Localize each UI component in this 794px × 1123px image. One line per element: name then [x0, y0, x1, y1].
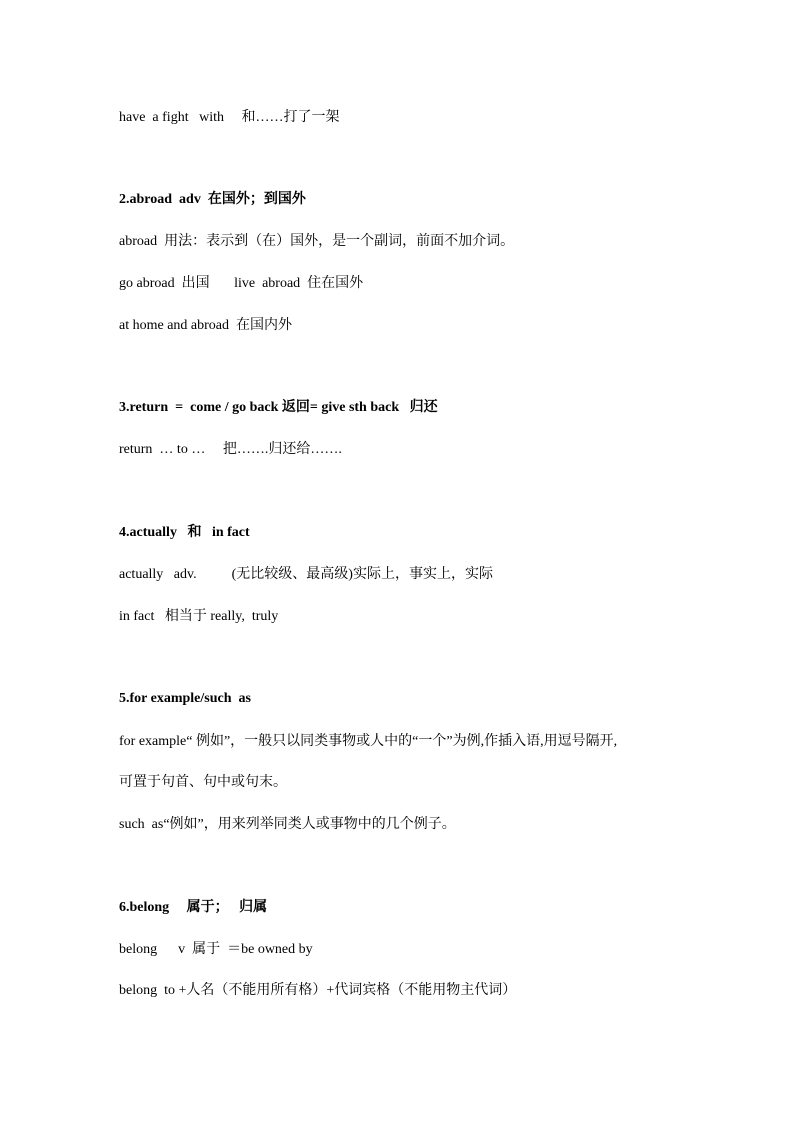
heading-for-example: 5.for example/such as [119, 691, 251, 706]
heading-abroad: 2.abroad adv 在国外；到国外 [119, 192, 306, 207]
belong-to-usage: belong to +人名（不能用所有格）+代词宾格（不能用物主代词） [119, 983, 517, 998]
such-as-definition: such as“例如”，用来列举同类人或事物中的几个例子。 [119, 817, 456, 832]
belong-definition: belong v 属于 ＝be owned by [119, 942, 313, 957]
phrase-have-a-fight: have a fight with 和……打了一架 [119, 110, 340, 125]
heading-return: 3.return = come / go back 返回= give sth back 归还 [119, 400, 438, 415]
abroad-usage: abroad 用法：表示到（在）国外，是一个副词，前面不加介词。 [119, 234, 515, 249]
abroad-at-home: at home and abroad 在国内外 [119, 318, 293, 333]
in-fact-definition: in fact 相当于 really, truly [119, 609, 279, 624]
actually-definition: actually adv. (无比较级、最高级)实际上，事实上，实际 [119, 567, 493, 582]
heading-actually: 4.actually 和 in fact [119, 525, 250, 540]
return-to: return … to … 把…….归还给……. [119, 442, 342, 457]
abroad-examples: go abroad 出国 live abroad 住在国外 [119, 276, 364, 291]
for-example-definition: for example“ 例如”，一般只以同类事物或人中的“一个”为例,作插入语,用逗号隔开, [119, 734, 618, 749]
for-example-position: 可置于句首、句中或句末。 [119, 775, 287, 790]
heading-belong: 6.belong 属于； 归属 [119, 900, 268, 915]
